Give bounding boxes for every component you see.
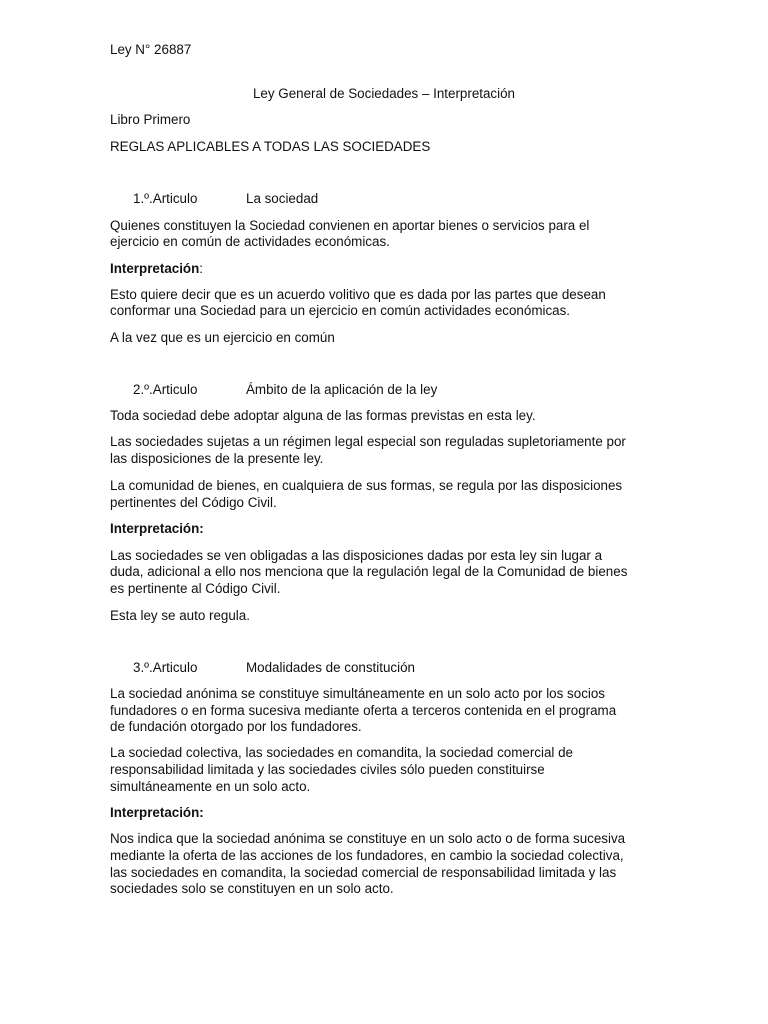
article-3-text-1-line-3: de fundación otorgado por los fundadores. — [110, 719, 362, 734]
article-1-title: La sociedad — [246, 191, 319, 206]
interpretation-colon: : — [199, 261, 204, 276]
article-1-interpretation-heading — [110, 261, 670, 278]
book-heading: Libro Primero — [110, 112, 191, 127]
interpretation-label: Interpretación — [110, 261, 200, 276]
article-2-text-2-line-2: las disposiciones de la presente ley. — [110, 451, 324, 466]
article-2-number: 2.º.Articulo — [133, 382, 198, 397]
article-1-interpretation-extra: A la vez que es un ejercicio en común — [110, 330, 335, 345]
article-3-text-2-line-3: simultáneamente en un solo acto. — [110, 779, 311, 794]
article-1-text-line-2: ejercicio en común de actividades económicas. — [110, 234, 390, 249]
article-3-text-2-line-2: responsabilidad limitada y las sociedades civiles sólo pueden constituirse — [110, 762, 545, 777]
article-3-title: Modalidades de constitución — [246, 660, 415, 675]
article-2-interpretation-line-2: duda, adicional a ello nos menciona que la regulación legal de la Comunidad de bienes — [110, 564, 628, 579]
article-3-interpretation-line-4: sociedades solo se constituyen en un solo acto. — [110, 881, 394, 896]
article-2-text-2-line-1: Las sociedades sujetas a un régimen legal especial son reguladas supletoriamente por — [110, 434, 626, 449]
article-1-interpretation-line-1: Esto quiere decir que es un acuerdo volitivo que es dada por las partes que desean — [110, 287, 606, 302]
article-1-text-line-1: Quienes constituyen la Sociedad convienen en aportar bienes o servicios para el — [110, 218, 590, 233]
article-3-interpretation-line-1: Nos indica que la sociedad anónima se constituye en un solo acto o de forma sucesiva — [110, 831, 626, 846]
article-2-text-3-line-1: La comunidad de bienes, en cualquiera de sus formas, se regula por las disposiciones — [110, 478, 623, 493]
article-2-interpretation-extra: Esta ley se auto regula. — [110, 608, 250, 623]
article-3-interpretation-line-2: mediante la oferta de las acciones de los fundadores, en cambio la sociedad colectiva, — [110, 848, 624, 863]
article-1-number: 1.º.Articulo — [133, 191, 198, 206]
law-number: Ley N° 26887 — [110, 42, 192, 57]
interpretation-label: Interpretación: — [110, 521, 204, 536]
rules-heading: REGLAS APLICABLES A TODAS LAS SOCIEDADES — [110, 139, 431, 154]
article-3-text-1-line-1: La sociedad anónima se constituye simultáneamente en un solo acto por los socios — [110, 686, 606, 701]
article-1-interpretation-line-2: conformar una Sociedad para un ejercicio en común actividades económicas. — [110, 303, 571, 318]
article-3-interpretation-line-3: las sociedades en comandita, la sociedad comercial de responsabilidad limitada y las — [110, 865, 617, 880]
article-3-text-1-line-2: fundadores o en forma sucesiva mediante oferta a terceros contenida en el programa — [110, 703, 617, 718]
article-3-text-2-line-1: La sociedad colectiva, las sociedades en comandita, la sociedad comercial de — [110, 745, 573, 760]
article-2-text-1: Toda sociedad debe adoptar alguna de las formas previstas en esta ley. — [110, 408, 536, 423]
article-2-interpretation-line-3: es pertinente al Código Civil. — [110, 581, 281, 596]
article-3-interpretation-heading — [110, 805, 670, 822]
article-2-text-3-line-2: pertinentes del Código Civil. — [110, 495, 277, 510]
document-title: Ley General de Sociedades – Interpretación — [252, 86, 516, 101]
article-3-number: 3.º.Articulo — [133, 660, 198, 675]
article-2-interpretation-heading — [110, 521, 670, 538]
interpretation-label: Interpretación: — [110, 805, 204, 820]
article-2-title: Ámbito de la aplicación de la ley — [246, 382, 438, 397]
article-2-interpretation-line-1: Las sociedades se ven obligadas a las disposiciones dadas por esta ley sin lugar a — [110, 548, 603, 563]
